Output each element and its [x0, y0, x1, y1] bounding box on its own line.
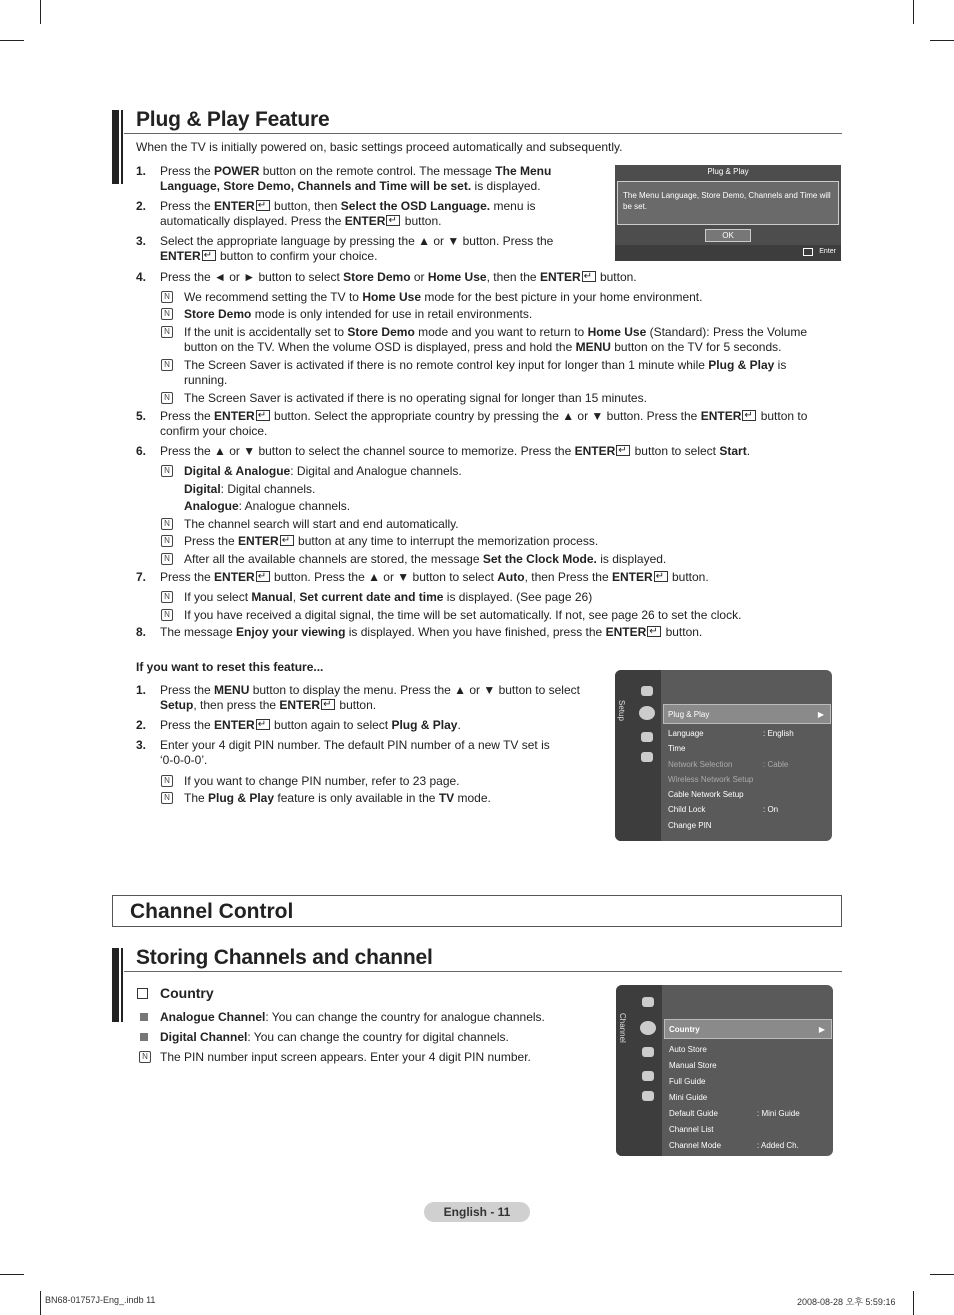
app-icon	[641, 752, 653, 762]
menu-value: : Mini Guide	[757, 1109, 800, 1118]
step-number: 3.	[136, 738, 147, 752]
enter-icon	[256, 719, 270, 730]
screen-label: Setup	[617, 700, 626, 721]
step-number: 1.	[136, 683, 147, 697]
crop-mark	[0, 1274, 24, 1275]
section-bar	[121, 948, 123, 1022]
screen-sidebar	[616, 985, 662, 1156]
step-7: Press the ENTER↵ button. Press the ▲ or ▼ button to select Auto, then Press the ENTER↵ button.	[160, 570, 709, 585]
section-bar	[112, 110, 119, 184]
step-number: 8.	[136, 625, 147, 639]
note-icon: N	[161, 553, 173, 565]
note: If the unit is accidentally set to Store Demo mode and you want to return to Home Use (Standard): Press the Volume	[184, 325, 807, 339]
note-icon: N	[161, 535, 173, 547]
enter-icon	[803, 248, 813, 256]
menu-highlight[interactable]	[664, 1019, 832, 1039]
picture-icon	[641, 686, 653, 696]
reset-step-2: Press the ENTER↵ button again to select Plug & Play.	[160, 718, 461, 733]
reset-step-1-line2: Setup, then press the ENTER↵ button.	[160, 698, 376, 713]
section-rule	[124, 971, 842, 972]
menu-value: : On	[763, 805, 779, 814]
crop-mark	[913, 0, 914, 24]
input-icon	[641, 732, 653, 742]
reset-step-3: Enter your 4 digit PIN number. The default PIN number of a new TV set is	[160, 738, 550, 752]
enter-icon	[616, 445, 630, 456]
menu-item[interactable]: Full Guide	[669, 1077, 706, 1086]
enter-icon	[654, 571, 668, 582]
footer-date: 2008-08-28 오후 5:59:16	[797, 1297, 896, 1307]
subsection-title: Country	[160, 985, 214, 1001]
setup-icon	[642, 1047, 654, 1057]
note-icon: N	[161, 609, 173, 621]
section-title: Storing Channels and channel	[136, 946, 433, 969]
enter-icon	[202, 250, 216, 261]
note: The channel search will start and end automatically.	[184, 517, 459, 531]
reset-step-3-line2: ‘0-0-0-0’.	[160, 753, 208, 767]
screen-sidebar	[615, 670, 661, 841]
note: Store Demo mode is only intended for use in retail environments.	[184, 307, 533, 321]
menu-item[interactable]: Change PIN	[668, 821, 712, 830]
ok-button[interactable]: OK	[705, 229, 751, 242]
note-line2: running.	[184, 373, 228, 387]
screen-message: The Menu Language, Store Demo, Channels and Time will be set.	[617, 181, 839, 225]
note: The Plug & Play feature is only available in the TV mode.	[184, 791, 491, 805]
step-number: 5.	[136, 409, 147, 423]
note-icon: N	[161, 291, 173, 303]
menu-item[interactable]: Default Guide	[669, 1109, 718, 1118]
picture-icon	[642, 997, 654, 1007]
page-number-badge: English - 11	[424, 1202, 530, 1222]
note: The Screen Saver is activated if there is no remote control key input for longer than 1 minute while Plug & Play is	[184, 358, 787, 372]
note: The PIN number input screen appears. Enter your 4 digit PIN number.	[160, 1050, 531, 1064]
input-icon	[642, 1071, 654, 1081]
enter-icon	[256, 571, 270, 582]
menu-value: : Cable	[763, 760, 789, 769]
menu-item[interactable]: Mini Guide	[669, 1093, 708, 1102]
reset-step-1: Press the MENU button to display the menu. Press the ▲ or ▼ button to select	[160, 683, 580, 697]
note-icon: N	[161, 308, 173, 320]
note: If you have received a digital signal, the time will be set automatically. If not, see page 26 to set the clock.	[184, 608, 742, 622]
enter-icon	[280, 535, 294, 546]
note: If you select Manual, Set current date and time is displayed. (See page 26)	[184, 590, 593, 604]
enter-icon	[256, 410, 270, 421]
plug-play-screen	[615, 165, 841, 261]
enter-icon	[742, 410, 756, 421]
step-3: Select the appropriate language by pressing the ▲ or ▼ button. Press the	[160, 234, 554, 248]
step-8: The message Enjoy your viewing is displayed. When you have finished, press the ENTER↵ button.	[160, 625, 702, 640]
note-icon: N	[161, 392, 173, 404]
step-number: 1.	[136, 164, 147, 178]
step-number: 6.	[136, 444, 147, 458]
screen-title: Plug & Play	[707, 167, 749, 176]
step-1: Press the POWER button on the remote control. The message The Menu	[160, 164, 552, 178]
enter-icon	[321, 699, 335, 710]
note: If you want to change PIN number, refer to 23 page.	[184, 774, 460, 788]
note-line: Analogue: Analogue channels.	[184, 499, 351, 513]
enter-icon	[386, 215, 400, 226]
crop-mark	[40, 1291, 41, 1315]
enter-hint: Enter	[819, 248, 836, 255]
step-2-line2: automatically displayed. Press the ENTER↵ button.	[160, 214, 441, 229]
screen-label: Channel	[618, 1013, 627, 1043]
screen-footer	[615, 245, 841, 261]
bullet-icon	[140, 1013, 148, 1021]
section-bar	[112, 948, 119, 1022]
step-number: 2.	[136, 199, 147, 213]
note-icon: N	[161, 359, 173, 371]
menu-item[interactable]: Language	[668, 729, 704, 738]
step-6: Press the ▲ or ▼ button to select the channel source to memorize. Press the ENTER↵ button to select Start.	[160, 444, 750, 459]
step-5: Press the ENTER↵ button. Select the appropriate country by pressing the ▲ or ▼ button. Press the ENTER↵ button to	[160, 409, 807, 424]
channel-control-box	[112, 895, 842, 927]
channel-icon	[640, 1021, 656, 1035]
step-5-line2: confirm your choice.	[160, 424, 268, 438]
note-icon: N	[161, 792, 173, 804]
step-number: 3.	[136, 234, 147, 248]
step-number: 7.	[136, 570, 147, 584]
menu-item[interactable]: Time	[668, 744, 686, 753]
enter-icon	[256, 200, 270, 211]
crop-mark	[930, 1274, 954, 1275]
arrow-right-icon: ▶	[818, 1025, 825, 1034]
step-number: 4.	[136, 270, 147, 284]
note-icon: N	[161, 465, 173, 477]
menu-item: Network Selection	[668, 760, 733, 769]
setup-menu-screen	[615, 670, 832, 841]
menu-value: : English	[763, 729, 794, 738]
note-icon: N	[161, 326, 173, 338]
bullet-icon	[140, 1033, 148, 1041]
step-number: 2.	[136, 718, 147, 732]
note-icon: N	[139, 1051, 151, 1063]
enter-icon	[647, 626, 661, 637]
menu-item[interactable]: Child Lock	[668, 805, 706, 814]
menu-highlight-label: Plug & Play	[668, 710, 710, 719]
note-line2: button on the TV. When the volume OSD is displayed, press and hold the MENU button on the TV for 5 seconds.	[184, 340, 782, 354]
menu-item[interactable]: Auto Store	[669, 1045, 707, 1054]
app-icon	[642, 1091, 654, 1101]
step-1-line2: Language, Store Demo, Channels and Time will be set. is displayed.	[160, 179, 541, 193]
bullet-text: Analogue Channel: You can change the country for analogue channels.	[160, 1010, 545, 1024]
bullet-text: Digital Channel: You can change the country for digital channels.	[160, 1030, 509, 1044]
menu-item[interactable]: Channel List	[669, 1125, 714, 1134]
section-rule	[124, 133, 842, 134]
menu-highlight-label: Country	[669, 1025, 700, 1034]
checkbox-icon	[137, 988, 148, 999]
section-title: Plug & Play Feature	[136, 108, 330, 131]
menu-value: : Added Ch.	[757, 1141, 799, 1150]
note: The Screen Saver is activated if there is no operating signal for longer than 15 minutes.	[184, 391, 647, 405]
step-3-line2: ENTER↵ button to confirm your choice.	[160, 249, 377, 264]
footer-file: BN68-01757J-Eng_.indb 11	[45, 1295, 156, 1305]
menu-item: Wireless Network Setup	[668, 775, 754, 784]
crop-mark	[930, 40, 954, 41]
arrow-right-icon: ▶	[817, 710, 824, 719]
note: We recommend setting the TV to Home Use mode for the best picture in your home environment.	[184, 290, 703, 304]
note: Digital & Analogue: Digital and Analogue channels.	[184, 464, 462, 478]
menu-item[interactable]: Cable Network Setup	[668, 790, 744, 799]
section-bar	[121, 110, 123, 184]
channel-menu-screen	[616, 985, 833, 1156]
note-icon: N	[161, 591, 173, 603]
note: Press the ENTER↵ button at any time to interrupt the memorization process.	[184, 534, 598, 549]
crop-mark	[40, 0, 41, 24]
crop-mark	[0, 40, 24, 41]
step-4: Press the ◄ or ► button to select Store Demo or Home Use, then the ENTER↵ button.	[160, 270, 637, 285]
intro-text: When the TV is initially powered on, basic settings proceed automatically and subsequently.	[136, 140, 623, 154]
enter-icon	[582, 271, 596, 282]
section-title: Channel Control	[130, 900, 294, 923]
menu-item[interactable]: Manual Store	[669, 1061, 717, 1070]
menu-item[interactable]: Channel Mode	[669, 1141, 722, 1150]
reset-heading: If you want to reset this feature...	[136, 660, 324, 674]
note: After all the available channels are stored, the message Set the Clock Mode. is displayed.	[184, 552, 667, 566]
menu-highlight[interactable]	[663, 704, 831, 724]
crop-mark	[913, 1291, 914, 1315]
note-icon: N	[161, 775, 173, 787]
note-line: Digital: Digital channels.	[184, 482, 316, 496]
step-2: Press the ENTER↵ button, then Select the OSD Language. menu is	[160, 199, 536, 214]
setup-icon	[639, 706, 655, 720]
note-icon: N	[161, 518, 173, 530]
